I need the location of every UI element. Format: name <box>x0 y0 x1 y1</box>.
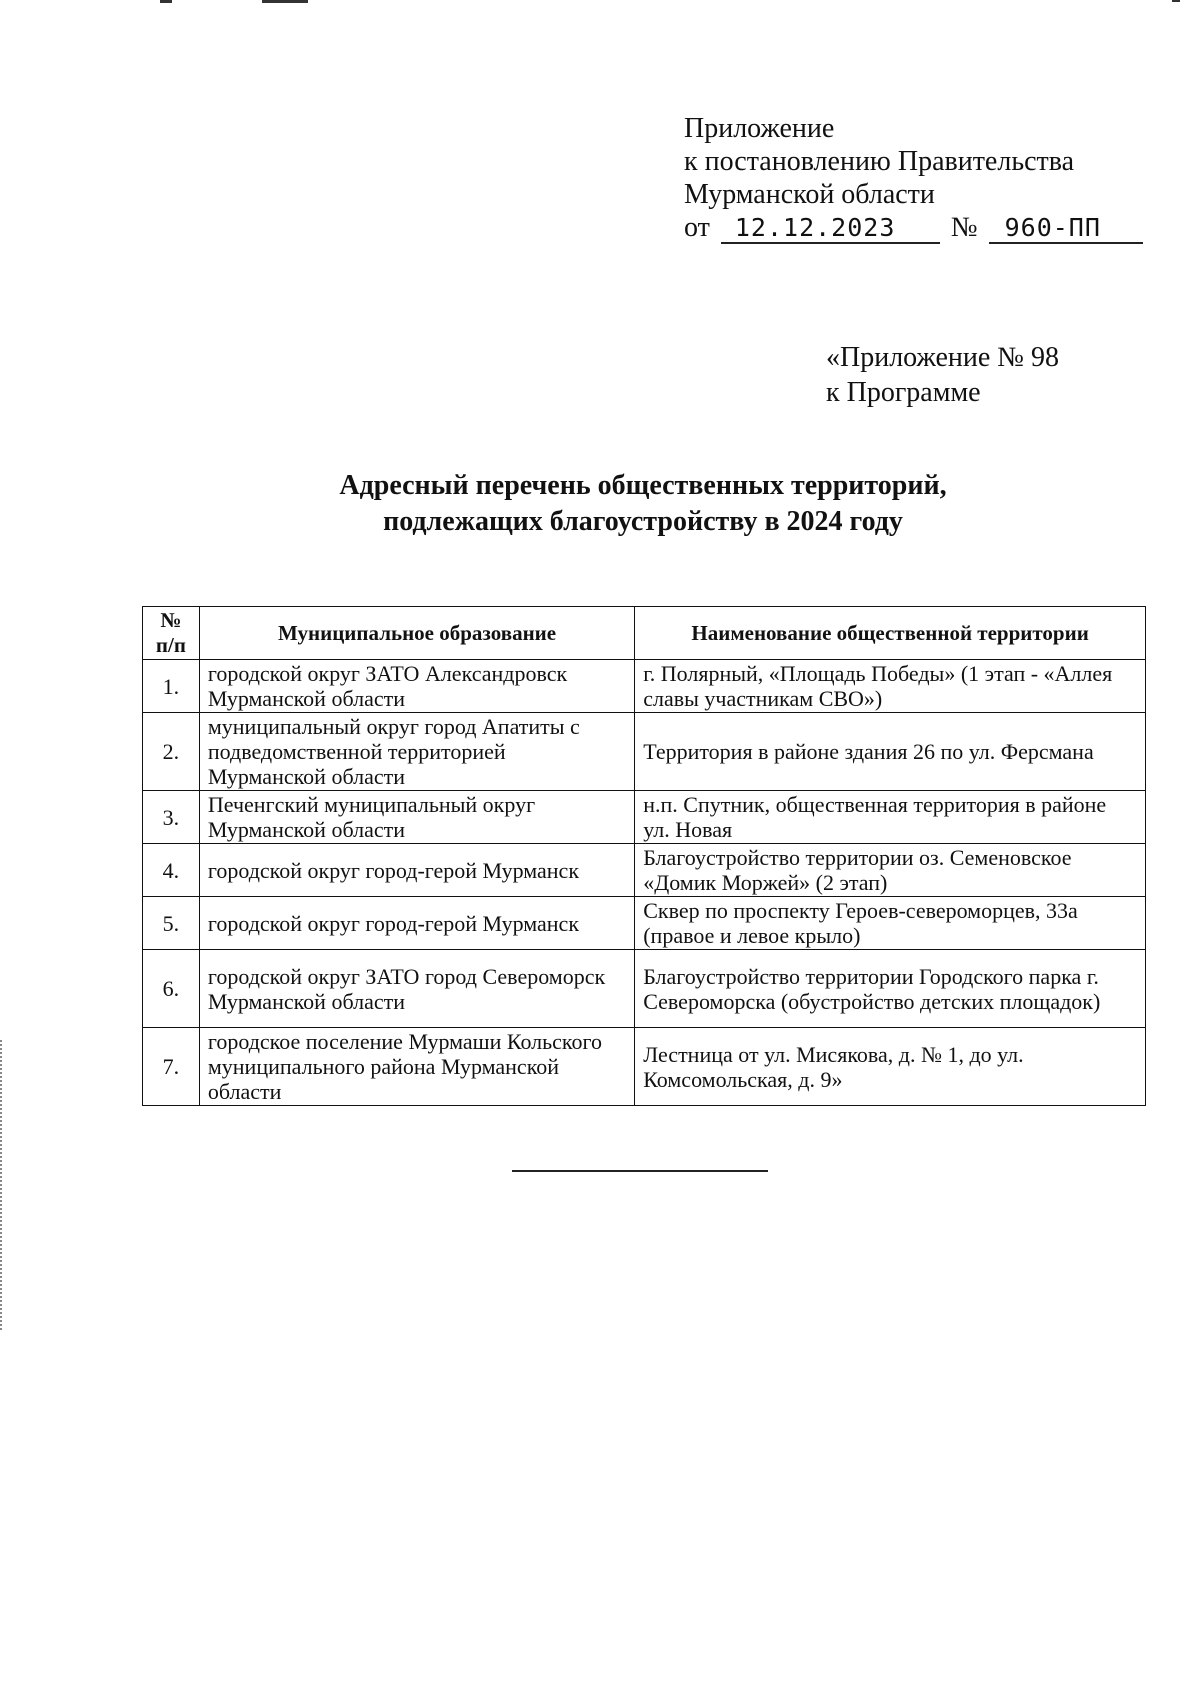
table-row <box>143 897 1146 950</box>
row-municipality: городской округ город-герой Мурманск <box>199 897 634 950</box>
row-territory: Территория в районе здания 26 по ул. Ферсмана <box>635 713 1146 791</box>
approval-date-row <box>684 211 1143 244</box>
scan-artifact <box>160 0 172 3</box>
row-territory: Благоустройство территории оз. Семеновское «Домик Моржей» (2 этап) <box>635 844 1146 897</box>
table-row <box>143 950 1146 1028</box>
resolution-date: 12.12.2023 <box>721 214 940 244</box>
row-territory: Благоустройство территории Городского парка г. Североморска (обустройство детских площадок) <box>635 950 1146 1028</box>
header-num <box>143 607 200 660</box>
row-number: 2. <box>143 713 200 791</box>
table-header-row <box>143 607 1146 660</box>
row-number: 7. <box>143 1028 200 1106</box>
row-territory: Лестница от ул. Мисякова, д. № 1, до ул. Комсомольская, д. 9» <box>635 1028 1146 1106</box>
appendix-line-1: «Приложение № 98 <box>826 342 1059 373</box>
scan-artifact <box>1172 0 1180 2</box>
row-number: 1. <box>143 660 200 713</box>
header-num-line-2: п/п <box>155 633 186 657</box>
row-territory: Сквер по проспекту Героев-североморцев, 33а (правое и левое крыло) <box>635 897 1146 950</box>
table-row <box>143 791 1146 844</box>
approval-line-2: к постановлению Правительства <box>684 146 1075 177</box>
territories-table <box>142 606 1146 1106</box>
approval-line-3: Мурманской области <box>684 179 935 210</box>
scan-edge-artifact <box>0 1040 5 1330</box>
number-prefix: № <box>950 212 978 243</box>
row-municipality: Печенгский муниципальный округ Мурманской области <box>199 791 634 844</box>
row-municipality: городской округ ЗАТО город Североморск Мурманской области <box>199 950 634 1028</box>
row-municipality: городской округ ЗАТО Александровск Мурманской области <box>199 660 634 713</box>
header-num-line-1: № <box>160 608 182 632</box>
header-municipality: Муниципальное образование <box>199 607 634 660</box>
table-row <box>143 1028 1146 1106</box>
row-territory: г. Полярный, «Площадь Победы» (1 этап - «Аллея славы участникам СВО») <box>635 660 1146 713</box>
table-row <box>143 713 1146 791</box>
table-row <box>143 844 1146 897</box>
row-number: 6. <box>143 950 200 1028</box>
row-number: 3. <box>143 791 200 844</box>
title-line-2: подлежащих благоустройству в 2024 году <box>383 506 903 537</box>
date-prefix: от <box>684 212 710 243</box>
resolution-number: 960-ПП <box>989 214 1143 244</box>
row-number: 4. <box>143 844 200 897</box>
row-municipality: городское поселение Мурмаши Кольского муниципального района Мурманской области <box>199 1028 634 1106</box>
end-of-document-rule <box>512 1170 768 1172</box>
document-title <box>0 468 1200 540</box>
appendix-line-2: к Программе <box>826 377 981 408</box>
header-territory: Наименование общественной территории <box>635 607 1146 660</box>
title-line-1: Адресный перечень общественных территорий, <box>339 470 947 501</box>
row-municipality: муниципальный округ город Апатиты с подведомственной территорией Мурманской области <box>199 713 634 791</box>
appendix-block <box>826 340 1059 410</box>
approval-block <box>684 112 1143 244</box>
scan-artifact <box>262 0 308 3</box>
approval-line-1: Приложение <box>684 113 835 144</box>
table-row <box>143 660 1146 713</box>
row-territory: н.п. Спутник, общественная территория в районе ул. Новая <box>635 791 1146 844</box>
row-number: 5. <box>143 897 200 950</box>
row-municipality: городской округ город-герой Мурманск <box>199 844 634 897</box>
